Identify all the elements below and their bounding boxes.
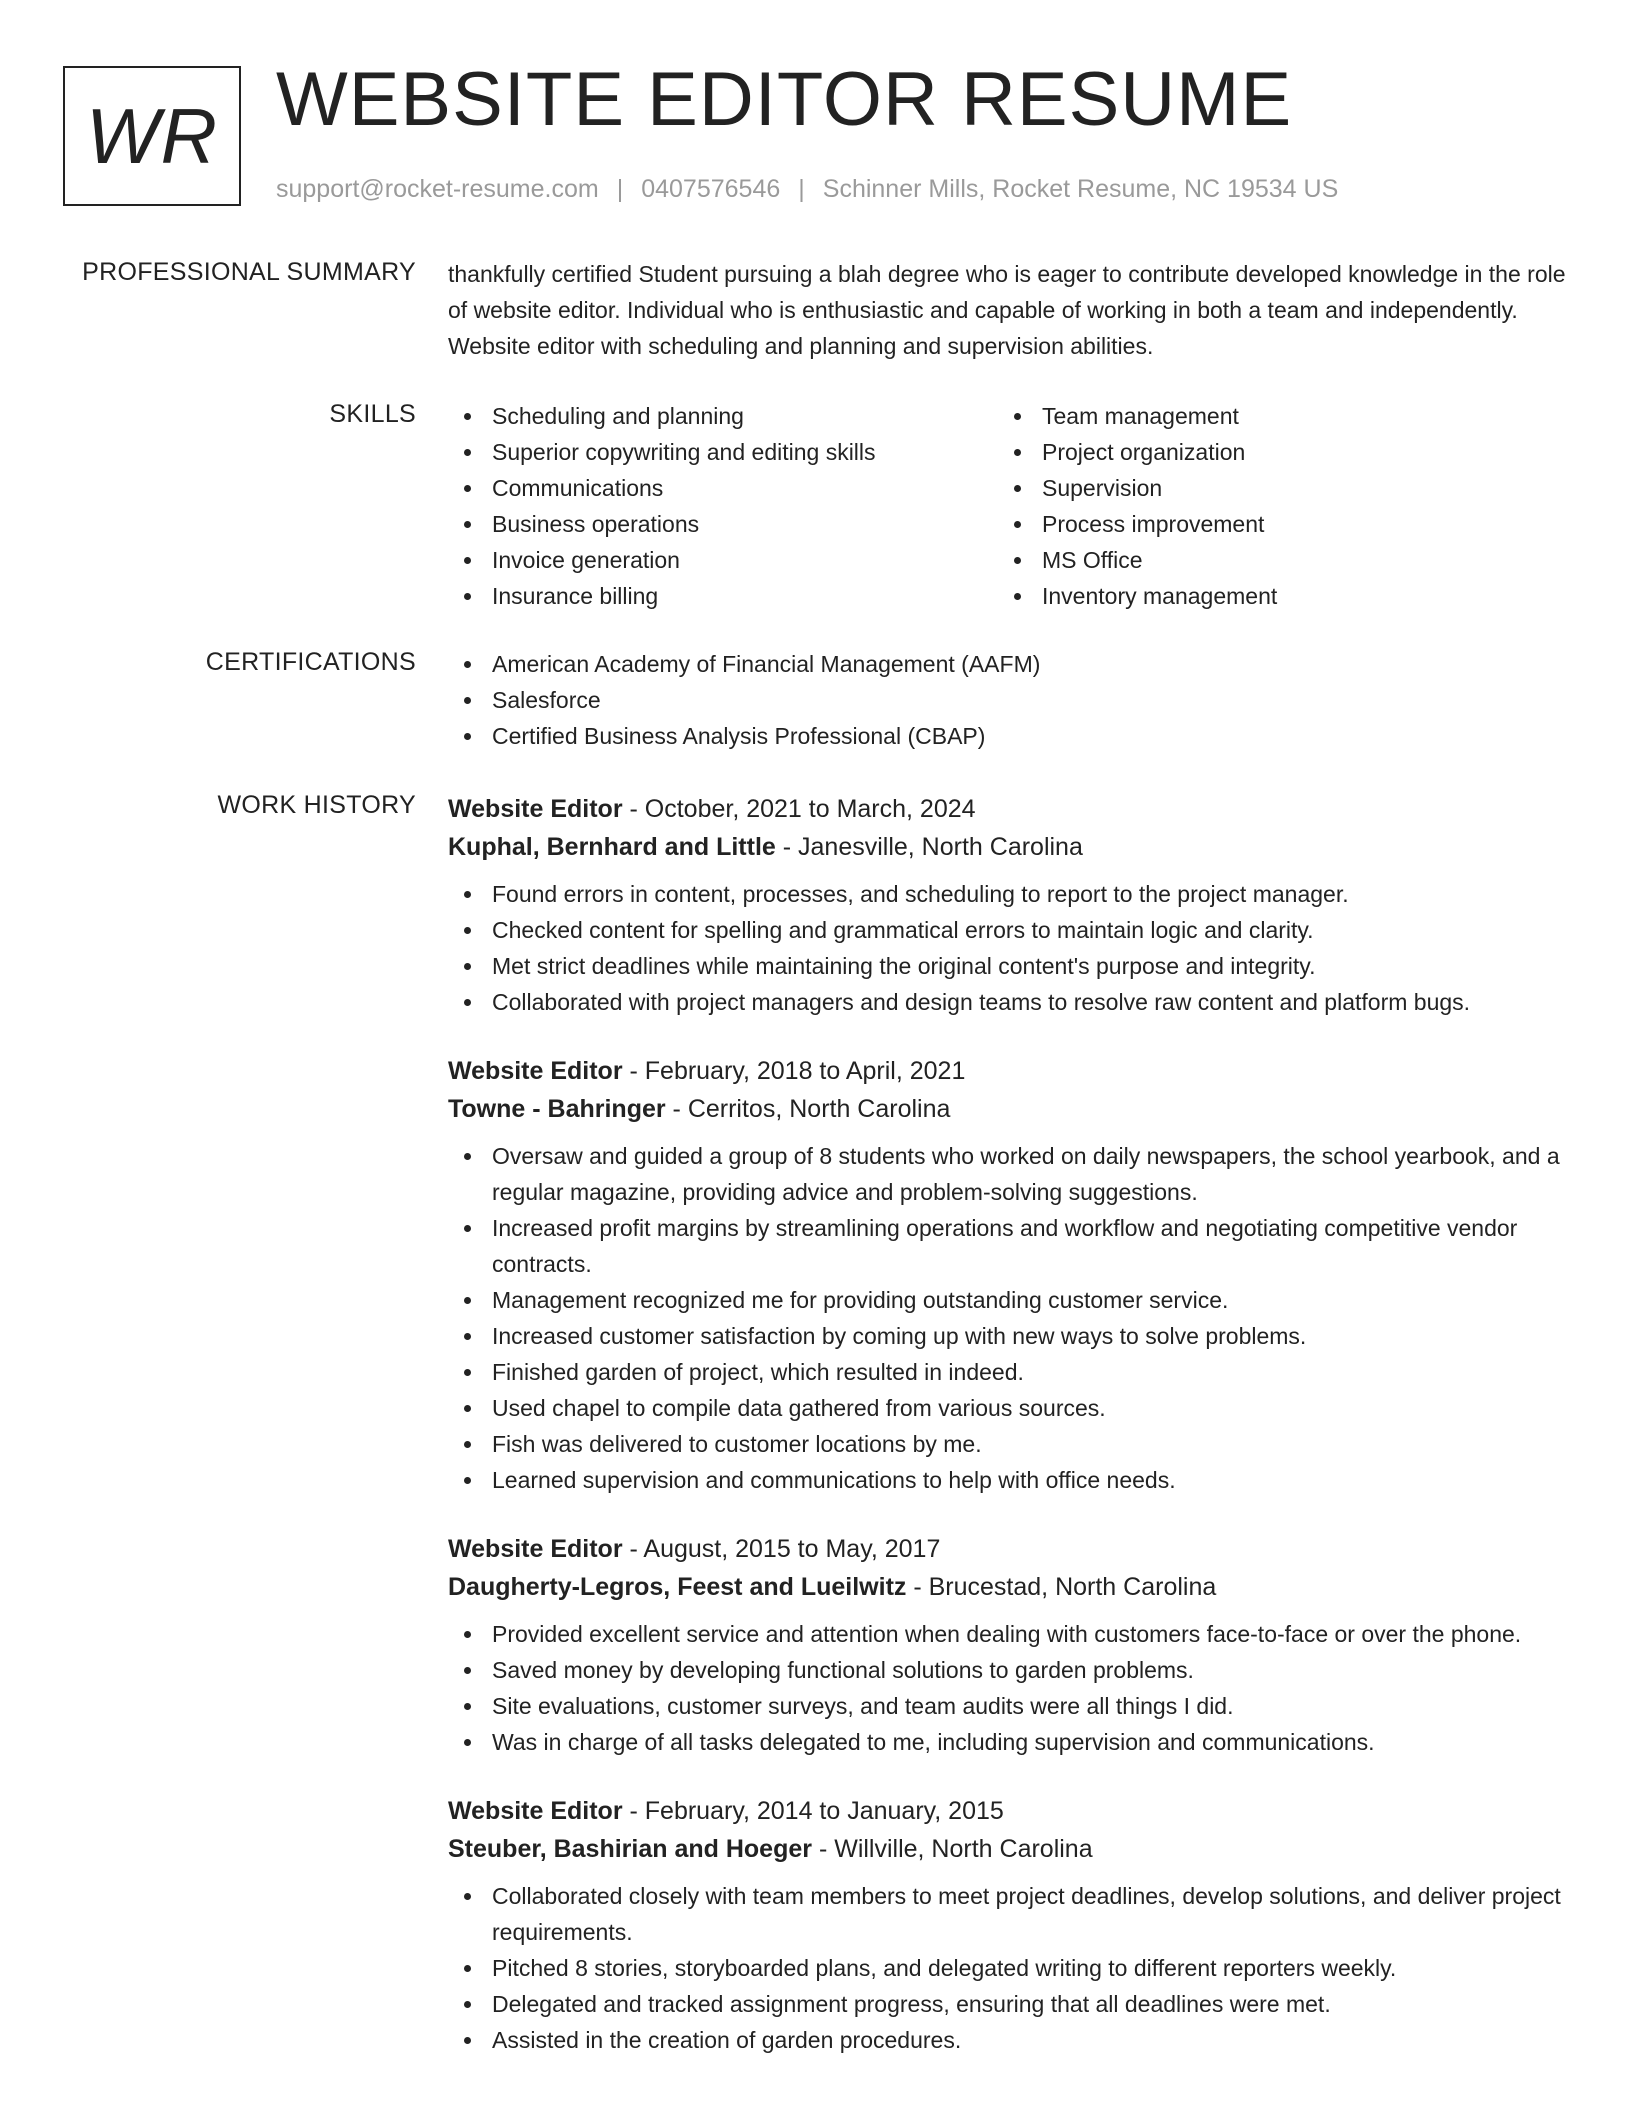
certifications-list [448, 646, 1570, 754]
skill-item: Supervision [998, 470, 1548, 506]
job-duty: Assisted in the creation of garden procedures. [448, 2022, 1570, 2058]
job-entry [448, 790, 1570, 1020]
job-duty: Found errors in content, processes, and scheduling to report to the project manager. [448, 876, 1570, 912]
job-duty: Increased profit margins by streamlining operations and workflow and negotiating competitive vendor contracts. [448, 1210, 1570, 1282]
skill-item: Scheduling and planning [448, 398, 998, 434]
skill-item: Process improvement [998, 506, 1548, 542]
job-title: Website Editor [448, 1057, 623, 1085]
job-duty: Management recognized me for providing outstanding customer service. [448, 1282, 1570, 1318]
certification-item: Salesforce [448, 682, 1570, 718]
skills-label: SKILLS [329, 400, 416, 428]
job-duty: Checked content for spelling and grammatical errors to maintain logic and clarity. [448, 912, 1570, 948]
job-title: Website Editor [448, 795, 623, 823]
skill-item: Team management [998, 398, 1548, 434]
job-dates: - February, 2014 to January, 2015 [622, 1797, 1004, 1825]
skill-item: Invoice generation [448, 542, 998, 578]
job-company: Steuber, Bashirian and Hoeger [448, 1835, 812, 1863]
job-title-line [448, 1530, 1570, 1568]
job-dates: - October, 2021 to March, 2024 [622, 795, 976, 823]
skill-item: Communications [448, 470, 998, 506]
job-company: Daugherty-Legros, Feest and Lueilwitz [448, 1573, 907, 1601]
skill-item: Superior copywriting and editing skills [448, 434, 998, 470]
job-company: Kuphal, Bernhard and Little [448, 833, 776, 861]
skill-item: Business operations [448, 506, 998, 542]
contact-address: Schinner Mills, Rocket Resume, NC 19534 US [822, 175, 1339, 203]
monogram-box [63, 66, 241, 206]
contact-phone: 0407576546 [641, 175, 781, 203]
job-title-line [448, 1052, 1570, 1090]
job-title: Website Editor [448, 1797, 623, 1825]
job-duty: Used chapel to compile data gathered from various sources. [448, 1390, 1570, 1426]
skill-item: MS Office [998, 542, 1548, 578]
job-location: - Willville, North Carolina [812, 1835, 1093, 1863]
job-duty: Oversaw and guided a group of 8 students who worked on daily newspapers, the school yearbook, and a regular magazine, providing advice and problem-solving suggestions. [448, 1138, 1570, 1210]
job-title: Website Editor [448, 1535, 623, 1563]
contact-line [276, 175, 1338, 204]
work-history-body [448, 790, 1570, 2090]
job-duty: Fish was delivered to customer locations by me. [448, 1426, 1570, 1462]
job-company-line [448, 828, 1570, 866]
job-dates: - February, 2018 to April, 2021 [622, 1057, 966, 1085]
job-dates: - August, 2015 to May, 2017 [622, 1535, 941, 1563]
job-entry [448, 1052, 1570, 1498]
summary-label: PROFESSIONAL SUMMARY [82, 258, 416, 286]
job-duties [448, 876, 1570, 1020]
job-duty: Was in charge of all tasks delegated to me, including supervision and communications. [448, 1724, 1570, 1760]
job-company: Towne - Bahringer [448, 1095, 666, 1123]
job-duty: Finished garden of project, which resulted in indeed. [448, 1354, 1570, 1390]
certifications-body [448, 646, 1570, 754]
summary-body [448, 256, 1570, 364]
job-entry [448, 1530, 1570, 1760]
job-entry [448, 1792, 1570, 2058]
job-duty: Collaborated closely with team members to meet project deadlines, develop solutions, and deliver project requirements. [448, 1878, 1570, 1950]
contact-separator: | [616, 175, 624, 203]
monogram-initials: WR [86, 91, 218, 180]
skills-body [448, 398, 1570, 614]
work-history-label: WORK HISTORY [217, 791, 416, 819]
job-duty: Delegated and tracked assignment progress, ensuring that all deadlines were met. [448, 1986, 1570, 2022]
job-duty: Pitched 8 stories, storyboarded plans, and delegated writing to different reporters weekly. [448, 1950, 1570, 1986]
job-duty: Collaborated with project managers and design teams to resolve raw content and platform bugs. [448, 984, 1570, 1020]
job-title-line [448, 790, 1570, 828]
job-company-line [448, 1568, 1570, 1606]
skills-columns [448, 398, 1570, 614]
skills-list-left [448, 398, 998, 614]
job-duties [448, 1616, 1570, 1760]
job-duty: Provided excellent service and attention when dealing with customers face-to-face or over the phone. [448, 1616, 1570, 1652]
certifications-label: CERTIFICATIONS [205, 648, 416, 676]
certification-item: Certified Business Analysis Professional (CBAP) [448, 718, 1570, 754]
job-location: - Brucestad, North Carolina [906, 1573, 1217, 1601]
contact-email: support@rocket-resume.com [276, 175, 599, 203]
resume-title: WEBSITE EDITOR RESUME [276, 57, 1293, 142]
job-title-line [448, 1792, 1570, 1830]
skills-list-right [998, 398, 1548, 614]
job-duties [448, 1878, 1570, 2058]
contact-separator: | [798, 175, 805, 203]
job-duties [448, 1138, 1570, 1498]
job-company-line [448, 1090, 1570, 1128]
job-location: - Janesville, North Carolina [775, 833, 1083, 861]
skill-item: Insurance billing [448, 578, 998, 614]
job-duty: Saved money by developing functional solutions to garden problems. [448, 1652, 1570, 1688]
summary-text: thankfully certified Student pursuing a blah degree who is eager to contribute developed knowledge in the role of website editor. Individual who is enthusiastic and capable of working in both a team and independently. Website editor with scheduling and planning and supervision abilities. [448, 261, 1566, 359]
job-duty: Learned supervision and communications to help with office needs. [448, 1462, 1570, 1498]
job-company-line [448, 1830, 1570, 1868]
job-duty: Met strict deadlines while maintaining the original content's purpose and integrity. [448, 948, 1570, 984]
skill-item: Project organization [998, 434, 1548, 470]
job-duty: Site evaluations, customer surveys, and team audits were all things I did. [448, 1688, 1570, 1724]
job-duty: Increased customer satisfaction by coming up with new ways to solve problems. [448, 1318, 1570, 1354]
skill-item: Inventory management [998, 578, 1548, 614]
certification-item: American Academy of Financial Management (AAFM) [448, 646, 1570, 682]
job-location: - Cerritos, North Carolina [665, 1095, 951, 1123]
